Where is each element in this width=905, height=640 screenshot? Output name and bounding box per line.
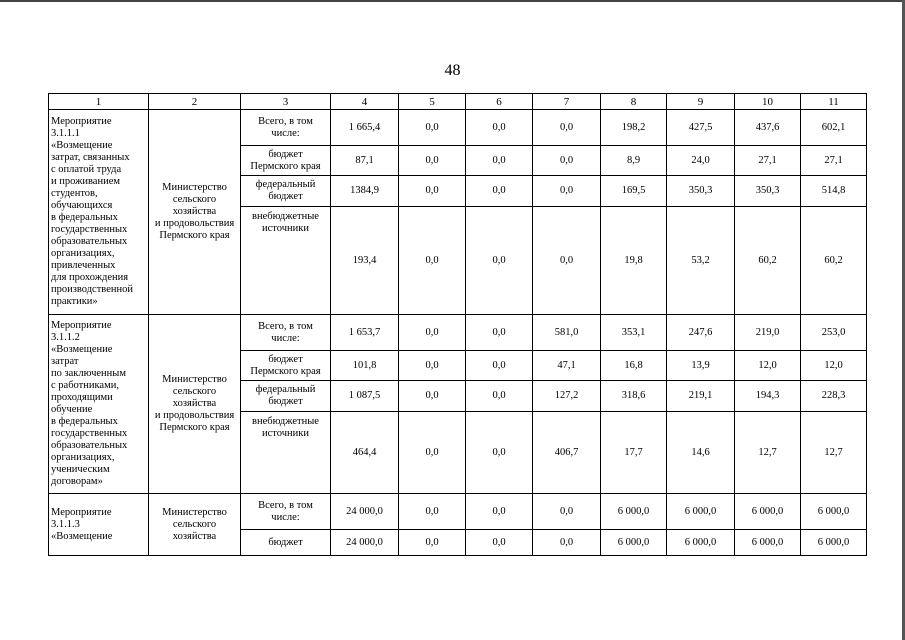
responsible-text-line: Министерство xyxy=(162,182,227,193)
event-text-line: практики» xyxy=(51,296,98,307)
responsible-text-line: Министерство xyxy=(162,506,227,518)
financing-table xyxy=(48,93,867,556)
value-cell: 19,8 xyxy=(601,207,667,315)
funding-source-cell xyxy=(241,412,331,494)
value-cell: 193,4 xyxy=(331,207,399,315)
value-cell: 0,0 xyxy=(466,494,533,530)
column-number-6: 6 xyxy=(466,94,533,110)
event-text-line: и проживанием xyxy=(51,176,120,187)
value-cell: 24 000,0 xyxy=(331,494,399,530)
responsible-text-line: хозяйства xyxy=(172,530,217,542)
event-text-line: с оплатой труда xyxy=(51,164,122,175)
value-cell: 47,1 xyxy=(533,351,601,381)
funding-source-line: источники xyxy=(262,428,309,439)
funding-source-line: бюджет xyxy=(268,536,303,548)
value-cell: 0,0 xyxy=(399,176,466,207)
value-cell: 127,2 xyxy=(533,381,601,412)
value-cell: 27,1 xyxy=(735,146,801,176)
funding-source-cell xyxy=(241,351,331,381)
event-text-line: Мероприятие xyxy=(51,116,112,127)
value-cell: 169,5 xyxy=(601,176,667,207)
funding-source-line: бюджет xyxy=(268,148,303,160)
value-cell: 353,1 xyxy=(601,315,667,351)
value-cell: 60,2 xyxy=(735,207,801,315)
responsible-cell xyxy=(149,494,241,556)
value-cell: 0,0 xyxy=(466,412,533,494)
value-cell: 6 000,0 xyxy=(601,494,667,530)
page-number: 48 xyxy=(444,62,461,79)
value-cell: 602,1 xyxy=(801,110,867,146)
funding-source-line: бюджет xyxy=(268,353,303,365)
event-text-line: по заключенным xyxy=(51,368,126,379)
column-number-4: 4 xyxy=(331,94,399,110)
funding-source-line: Пермского края xyxy=(250,160,321,172)
funding-source-line: федеральный xyxy=(255,384,316,395)
event-text-line: 3.1.1.3 xyxy=(51,518,80,530)
event-text-line: организациях, xyxy=(51,248,115,259)
value-cell: 87,1 xyxy=(331,146,399,176)
funding-source-cell xyxy=(241,110,331,146)
value-cell: 427,5 xyxy=(667,110,735,146)
funding-source-line: внебюджетные xyxy=(252,416,319,427)
value-cell: 0,0 xyxy=(399,146,466,176)
event-text-line: 3.1.1.2 xyxy=(51,332,80,343)
value-cell: 0,0 xyxy=(399,494,466,530)
value-cell: 464,4 xyxy=(331,412,399,494)
value-cell: 0,0 xyxy=(399,207,466,315)
value-cell: 0,0 xyxy=(466,110,533,146)
value-cell: 581,0 xyxy=(533,315,601,351)
event-text-line: для прохождения xyxy=(51,272,129,283)
value-cell: 6 000,0 xyxy=(801,494,867,530)
event-text-line: в федеральных xyxy=(51,212,118,223)
value-cell: 0,0 xyxy=(466,351,533,381)
value-cell: 8,9 xyxy=(601,146,667,176)
event-cell xyxy=(49,110,149,315)
responsible-cell xyxy=(149,110,241,315)
value-cell: 253,0 xyxy=(801,315,867,351)
funding-source-line: числе: xyxy=(271,127,300,139)
event-text-line: с работниками, xyxy=(51,380,119,391)
value-cell: 0,0 xyxy=(399,351,466,381)
funding-source-line: числе: xyxy=(271,332,300,344)
event-text-line: образовательных xyxy=(51,440,128,451)
table-row xyxy=(49,315,867,351)
responsible-text-line: хозяйства xyxy=(172,398,217,409)
funding-source-line: бюджет xyxy=(268,191,303,202)
event-text-line: государственных xyxy=(51,224,128,235)
responsible-text-line: и продовольствия xyxy=(154,218,235,229)
funding-source-cell xyxy=(241,207,331,315)
value-cell: 60,2 xyxy=(801,207,867,315)
event-text-line: договорам» xyxy=(51,476,103,487)
value-cell: 12,7 xyxy=(735,412,801,494)
value-cell: 16,8 xyxy=(601,351,667,381)
funding-source-cell xyxy=(241,494,331,530)
responsible-text-line: Министерство xyxy=(162,374,227,385)
value-cell: 101,8 xyxy=(331,351,399,381)
value-cell: 0,0 xyxy=(399,315,466,351)
value-cell: 12,0 xyxy=(801,351,867,381)
value-cell: 17,7 xyxy=(601,412,667,494)
funding-source-cell xyxy=(241,315,331,351)
value-cell: 350,3 xyxy=(667,176,735,207)
value-cell: 1384,9 xyxy=(331,176,399,207)
event-text-line: государственных xyxy=(51,428,128,439)
value-cell: 0,0 xyxy=(533,494,601,530)
event-text-line: производственной xyxy=(51,284,133,295)
value-cell: 1 087,5 xyxy=(331,381,399,412)
event-text-line: образовательных xyxy=(51,236,128,247)
value-cell: 53,2 xyxy=(667,207,735,315)
value-cell: 0,0 xyxy=(399,412,466,494)
value-cell: 0,0 xyxy=(533,530,601,556)
event-text-line: «Возмещение xyxy=(51,344,113,355)
column-number-2: 2 xyxy=(149,94,241,110)
value-cell: 6 000,0 xyxy=(667,530,735,556)
funding-source-line: Всего, в том xyxy=(258,320,313,332)
value-cell: 24,0 xyxy=(667,146,735,176)
funding-source-line: бюджет xyxy=(268,396,303,407)
value-cell: 12,0 xyxy=(735,351,801,381)
value-cell: 0,0 xyxy=(466,146,533,176)
value-cell: 6 000,0 xyxy=(801,530,867,556)
event-text-line: «Возмещение xyxy=(51,140,113,151)
value-cell: 14,6 xyxy=(667,412,735,494)
table-row xyxy=(49,110,867,146)
event-cell xyxy=(49,494,149,556)
responsible-text-line: и продовольствия xyxy=(154,410,235,421)
value-cell: 27,1 xyxy=(801,146,867,176)
value-cell: 0,0 xyxy=(533,110,601,146)
event-text-line: ученическим xyxy=(51,464,110,475)
responsible-text-line: сельского xyxy=(172,194,217,205)
value-cell: 1 665,4 xyxy=(331,110,399,146)
event-cell xyxy=(49,315,149,494)
funding-source-cell xyxy=(241,530,331,556)
event-text-line: в федеральных xyxy=(51,416,118,427)
value-cell: 219,1 xyxy=(667,381,735,412)
funding-source-line: Пермского края xyxy=(250,365,321,377)
column-number-10: 10 xyxy=(735,94,801,110)
value-cell: 0,0 xyxy=(466,315,533,351)
event-text-line: обучение xyxy=(51,404,93,415)
event-text-line: обучающихся xyxy=(51,200,113,211)
scan-edge-top xyxy=(0,0,905,2)
value-cell: 0,0 xyxy=(466,176,533,207)
value-cell: 1 653,7 xyxy=(331,315,399,351)
value-cell: 0,0 xyxy=(533,207,601,315)
value-cell: 406,7 xyxy=(533,412,601,494)
event-text-line: «Возмещение xyxy=(51,530,113,542)
event-text-line: студентов, xyxy=(51,188,98,199)
responsible-cell xyxy=(149,315,241,494)
table-row xyxy=(49,494,867,530)
value-cell: 437,6 xyxy=(735,110,801,146)
value-cell: 514,8 xyxy=(801,176,867,207)
responsible-text-line: Пермского края xyxy=(159,230,230,241)
funding-source-cell xyxy=(241,146,331,176)
value-cell: 13,9 xyxy=(667,351,735,381)
column-number-8: 8 xyxy=(601,94,667,110)
responsible-text-line: Пермского края xyxy=(159,422,230,433)
column-number-row xyxy=(49,94,867,110)
event-text-line: проходящими xyxy=(51,392,113,403)
value-cell: 219,0 xyxy=(735,315,801,351)
value-cell: 0,0 xyxy=(399,530,466,556)
value-cell: 318,6 xyxy=(601,381,667,412)
funding-source-line: внебюджетные xyxy=(252,211,319,222)
column-number-1: 1 xyxy=(49,94,149,110)
funding-source-line: числе: xyxy=(271,511,300,523)
responsible-text-line: сельского xyxy=(172,518,217,530)
funding-source-line: Всего, в том xyxy=(258,115,313,127)
value-cell: 0,0 xyxy=(533,146,601,176)
event-text-line: затрат xyxy=(51,356,79,367)
value-cell: 228,3 xyxy=(801,381,867,412)
value-cell: 194,3 xyxy=(735,381,801,412)
value-cell: 247,6 xyxy=(667,315,735,351)
value-cell: 0,0 xyxy=(533,176,601,207)
event-text-line: 3.1.1.1 xyxy=(51,128,80,139)
value-cell: 0,0 xyxy=(466,530,533,556)
value-cell: 350,3 xyxy=(735,176,801,207)
value-cell: 0,0 xyxy=(399,110,466,146)
responsible-text-line: хозяйства xyxy=(172,206,217,217)
value-cell: 6 000,0 xyxy=(601,530,667,556)
funding-source-line: источники xyxy=(262,223,309,234)
funding-source-line: федеральный xyxy=(255,179,316,190)
column-number-5: 5 xyxy=(399,94,466,110)
value-cell: 0,0 xyxy=(399,381,466,412)
value-cell: 0,0 xyxy=(466,381,533,412)
value-cell: 6 000,0 xyxy=(735,494,801,530)
event-text-line: Мероприятие xyxy=(51,320,112,331)
table-body xyxy=(49,110,867,556)
event-text-line: Мероприятие xyxy=(51,506,112,518)
value-cell: 0,0 xyxy=(466,207,533,315)
funding-source-cell xyxy=(241,176,331,207)
value-cell: 198,2 xyxy=(601,110,667,146)
funding-source-line: Всего, в том xyxy=(258,499,313,511)
event-text-line: организациях, xyxy=(51,452,115,463)
event-text-line: затрат, связанных xyxy=(51,152,130,163)
column-number-11: 11 xyxy=(801,94,867,110)
value-cell: 6 000,0 xyxy=(735,530,801,556)
responsible-text-line: сельского xyxy=(172,386,217,397)
column-number-7: 7 xyxy=(533,94,601,110)
event-text-line: привлеченных xyxy=(51,260,116,271)
column-number-9: 9 xyxy=(667,94,735,110)
value-cell: 6 000,0 xyxy=(667,494,735,530)
value-cell: 24 000,0 xyxy=(331,530,399,556)
value-cell: 12,7 xyxy=(801,412,867,494)
funding-source-cell xyxy=(241,381,331,412)
column-number-3: 3 xyxy=(241,94,331,110)
